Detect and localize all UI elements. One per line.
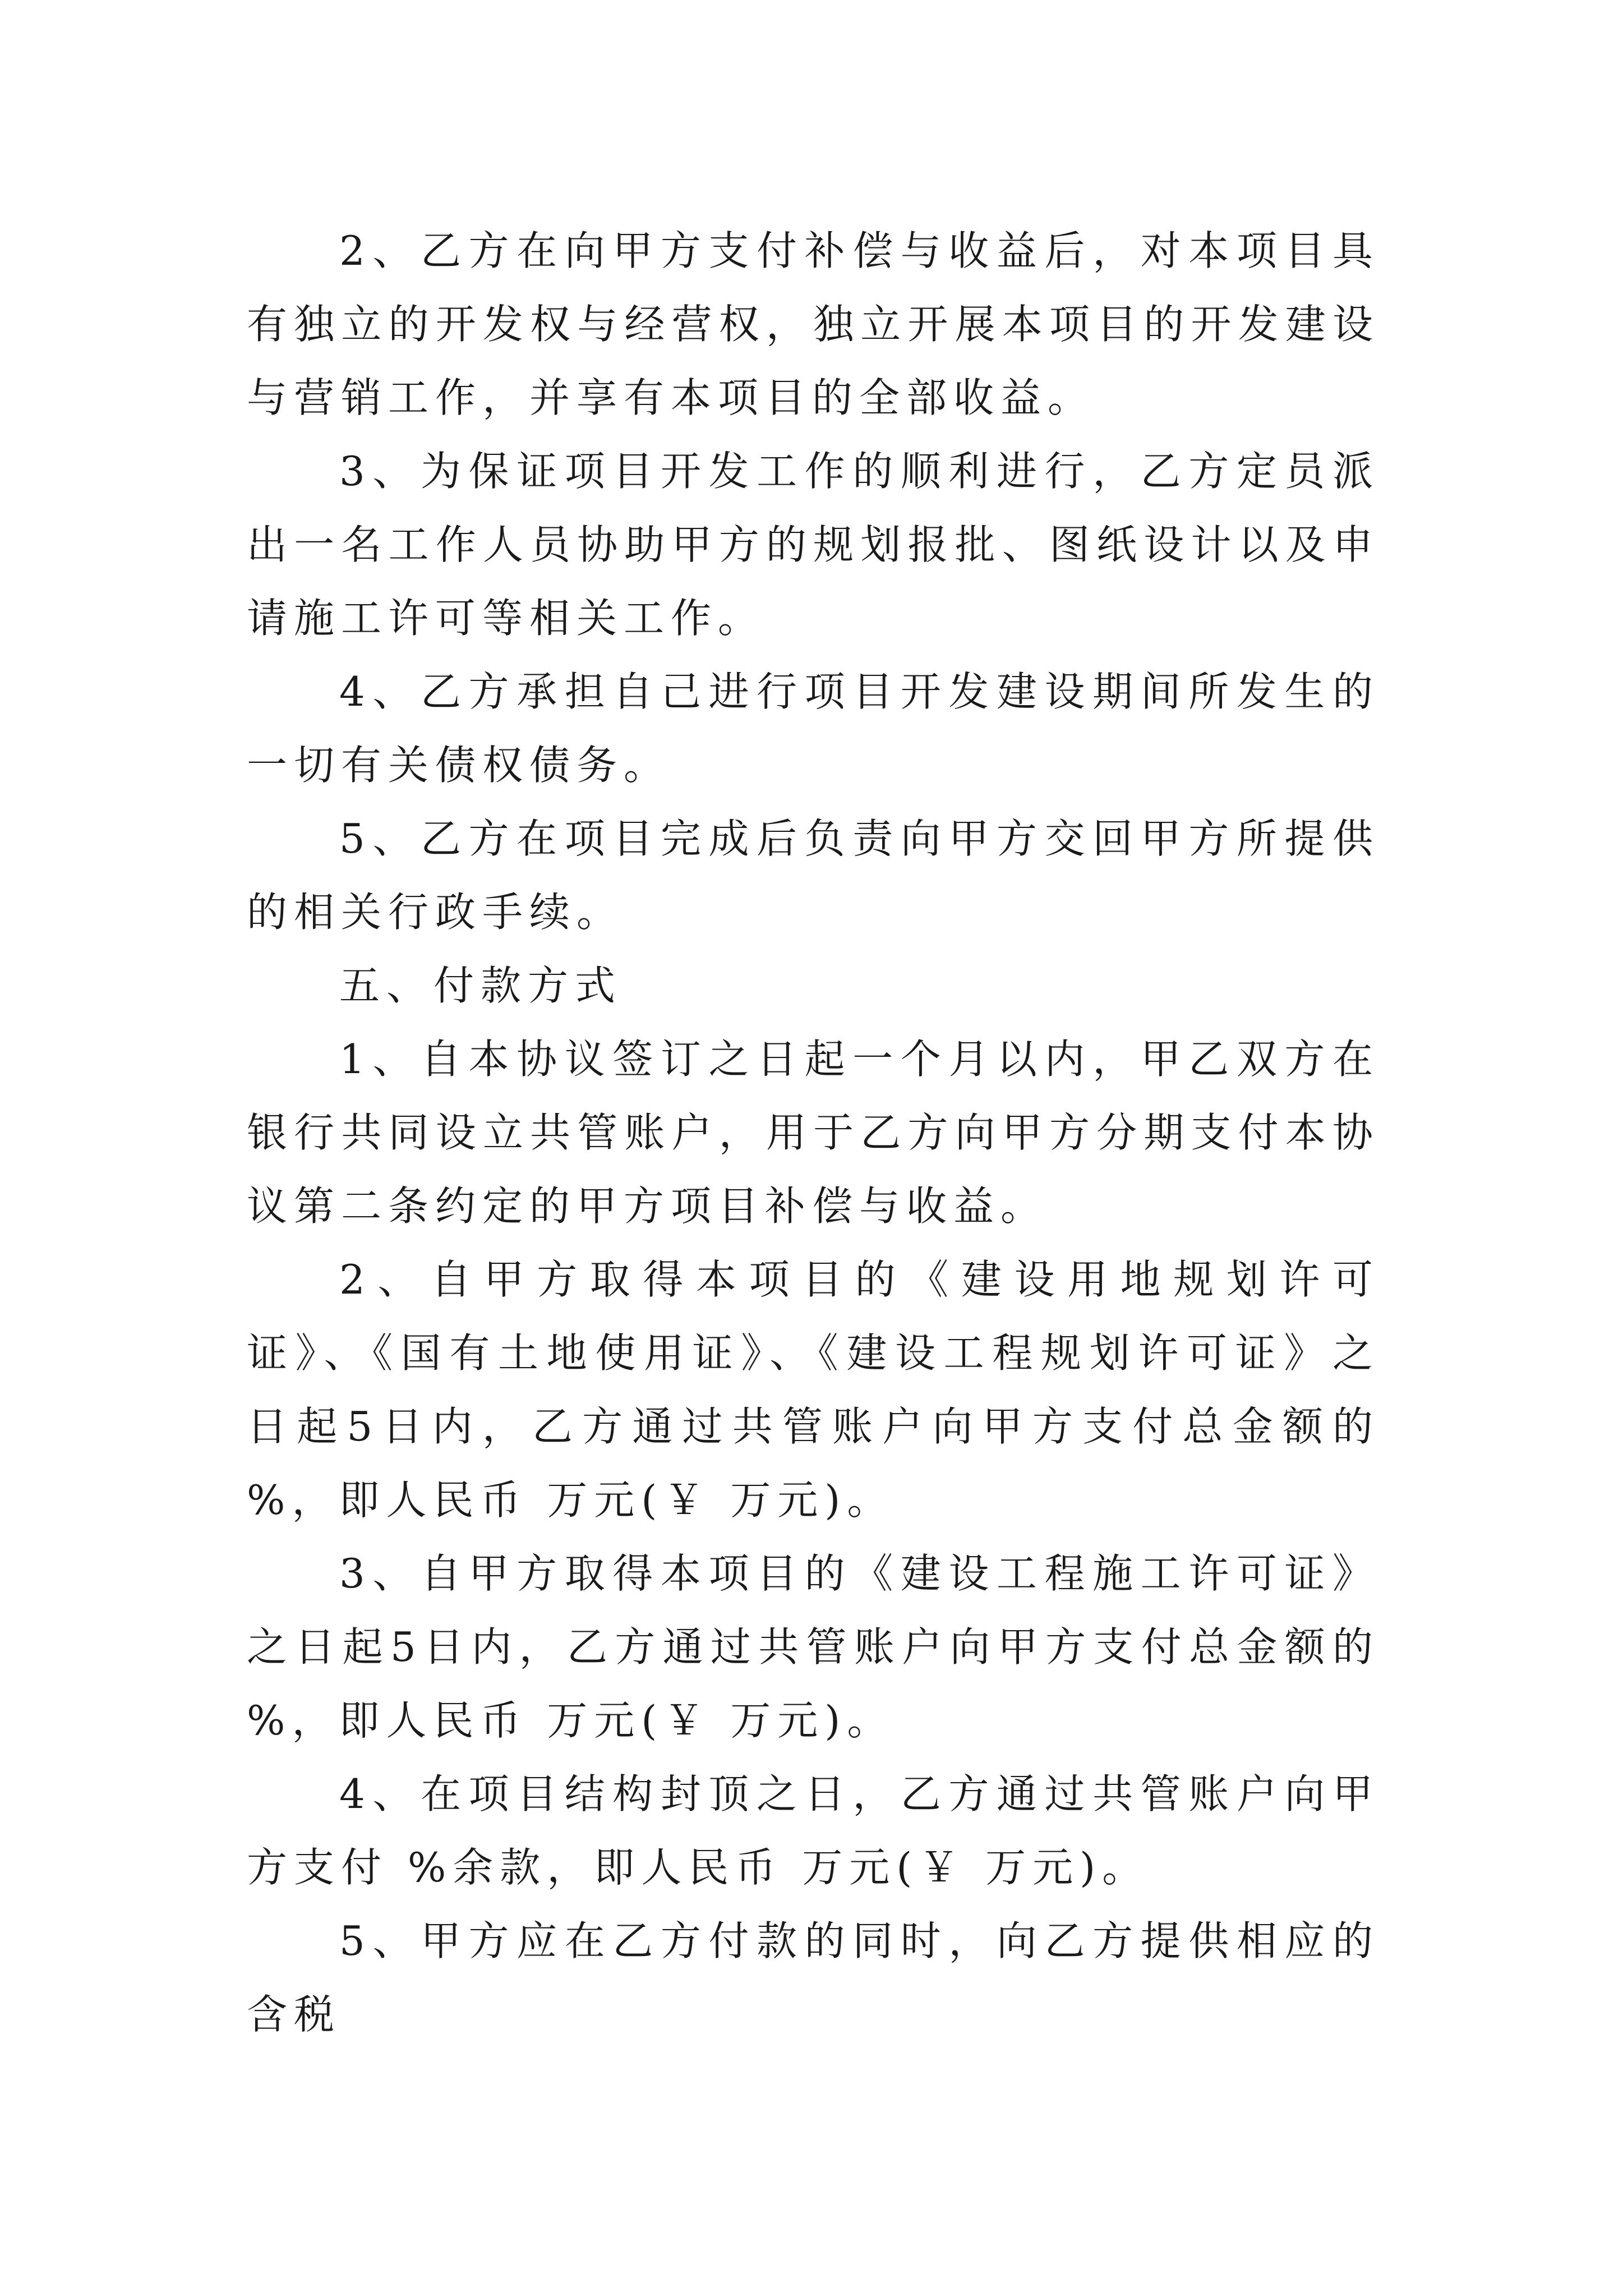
paragraph-clause-2-rights: 2、乙方在向甲方支付补偿与收益后，对本项目具有独立的开发权与经营权，独立开展本项目的开发建设与营销工作，并享有本项目的全部收益。 xyxy=(247,227,1380,421)
section-heading-payment: 五、付款方式 xyxy=(339,962,623,1009)
paragraph-clause-3-staff: 3、为保证项目开发工作的顺利进行，乙方定员派出一名工作人员协助甲方的规划报批、图纸设计以及申请施工许可等相关工作。 xyxy=(247,448,1380,642)
paragraph-payment-1-account: 1、自本协议签订之日起一个月以内，甲乙双方在 银行共同设立共管账户，用于乙方向甲方分期支付本协议第二条约定的甲方项目补偿与收益。 xyxy=(247,1036,1380,1230)
paragraph-clause-4-debts: 4、乙方承担自己进行项目开发建设期间所发生的一切有关债权债务。 xyxy=(247,668,1380,789)
paragraph-payment-5-invoice: 5、甲方应在乙方付款的同时，向乙方提供相应的含税 xyxy=(247,1917,1380,2038)
paragraph-payment-4-balance: 4、在项目结构封顶之日，乙方通过共管账户向甲方支付 %余款，即人民币 万元(￥ 万元)。 xyxy=(247,1770,1380,1891)
paragraph-payment-3-second: 3、自甲方取得本项目的《建设工程施工许可证》之日起5日内，乙方通过共管账户向甲方支付总金额的 %，即人民币 万元(￥ 万元)。 xyxy=(247,1550,1380,1744)
document-page xyxy=(247,214,1380,2051)
paragraph-payment-2-first: 2、自甲方取得本项目的《建设用地规划许可证》、《国有土地使用证》、《建设工程规划许可证》之日起5日内，乙方通过共管账户向甲方支付总金额的 %，即人民币 万元(￥ 万元)。 xyxy=(247,1256,1380,1524)
paragraph-clause-5-procedures: 5、乙方在项目完成后负责向甲方交回甲方所提供的相关行政手续。 xyxy=(247,815,1380,936)
